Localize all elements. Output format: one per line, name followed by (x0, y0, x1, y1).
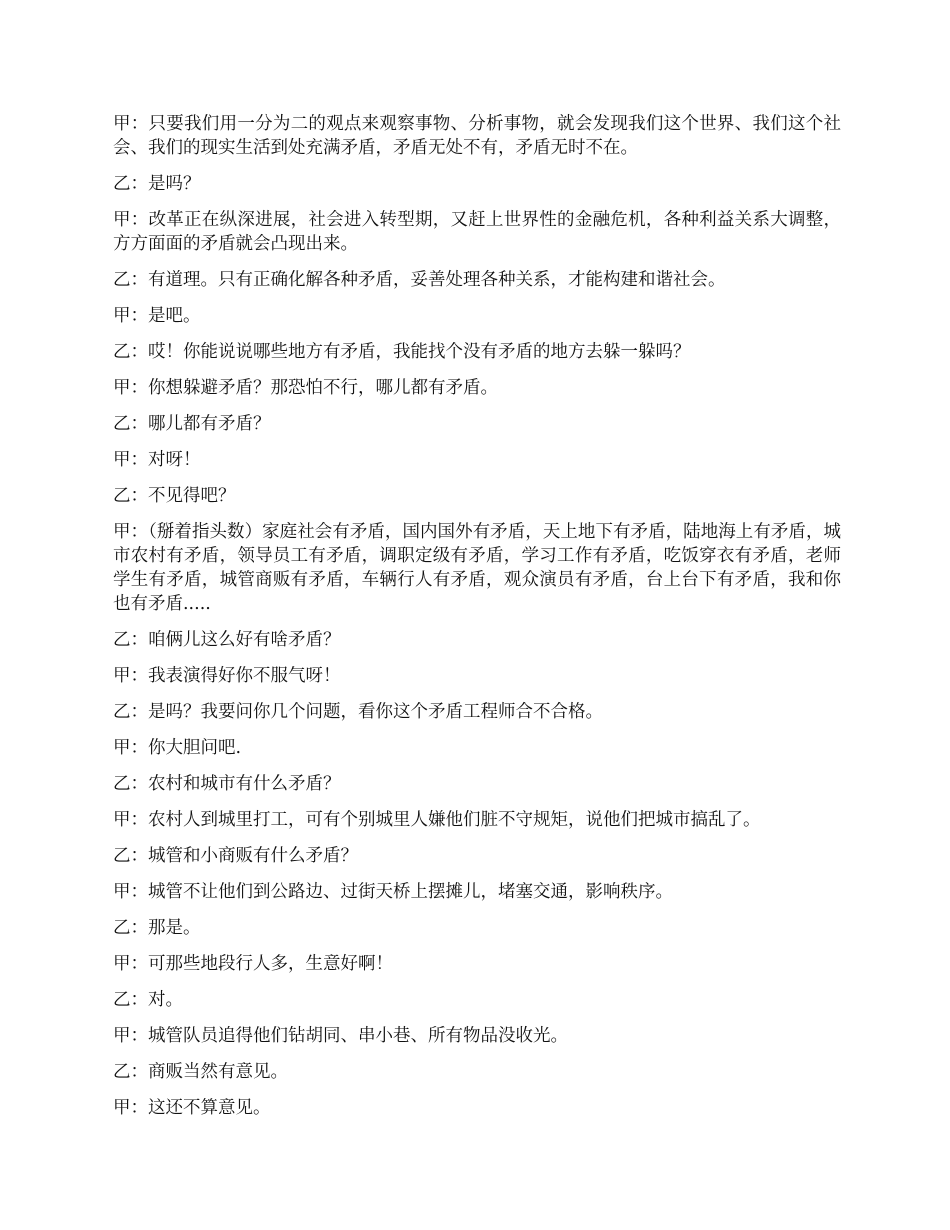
dialogue-paragraph: 甲：农村人到城里打工，可有个别城里人嫌他们脏不守规矩，说他们把城市搞乱了。 (113, 810, 761, 830)
dialogue-paragraph: 甲：这还不算意见。 (113, 1098, 271, 1118)
dialogue-paragraph: 乙：有道理。只有正确化解各种矛盾，妥善处理各种关系，才能构建和谐社会。 (113, 270, 726, 290)
dialogue-paragraph: 乙：农村和城市有什么矛盾？ (113, 774, 341, 794)
dialogue-paragraph: 甲：（掰着指头数）家庭社会有矛盾，国内国外有矛盾，天上地下有矛盾，陆地海上有矛盾，城市农村有矛盾，领导员工有矛盾，调职定级有矛盾，学习工作有矛盾，吃饭穿衣有矛盾，老师学生有矛盾，城管商贩有矛盾，车辆行人有矛盾，观众演员有矛盾，台上台下有矛盾，我和你也有矛盾..... (113, 522, 841, 614)
dialogue-paragraph: 乙：商贩当然有意见。 (113, 1062, 288, 1082)
dialogue-paragraph: 甲：城管不让他们到公路边、过街天桥上摆摊儿，堵塞交通，影响秩序。 (113, 882, 673, 902)
dialogue-paragraph: 甲：改革正在纵深进展，社会进入转型期，又赶上世界性的金融危机，各种利益关系大调整，方方面面的矛盾就会凸现出来。 (113, 210, 841, 254)
dialogue-paragraph: 甲：对呀！ (113, 450, 201, 470)
dialogue-paragraph: 乙：是吗？我要问你几个问题，看你这个矛盾工程师合不合格。 (113, 702, 603, 722)
dialogue-paragraph: 乙：那是。 (113, 918, 201, 938)
dialogue-paragraph: 乙：不见得吧？ (113, 486, 236, 506)
dialogue-paragraph: 乙：咱俩儿这么好有啥矛盾？ (113, 630, 341, 650)
dialogue-paragraph: 甲：城管队员追得他们钻胡同、串小巷、所有物品没收光。 (113, 1026, 568, 1046)
dialogue-paragraph: 甲：是吧。 (113, 306, 201, 326)
dialogue-paragraph: 乙：哎！你能说说哪些地方有矛盾，我能找个没有矛盾的地方去躲一躲吗？ (113, 342, 691, 362)
dialogue-paragraph: 甲：你大胆问吧. (113, 738, 242, 758)
dialogue-paragraph: 甲：你想躲避矛盾？那恐怕不行，哪儿都有矛盾。 (113, 378, 498, 398)
dialogue-paragraph: 乙：哪儿都有矛盾？ (113, 414, 271, 434)
dialogue-paragraph: 乙：是吗？ (113, 174, 201, 194)
document-body (113, 112, 841, 1132)
dialogue-paragraph: 甲：只要我们用一分为二的观点来观察事物、分析事物，就会发现我们这个世界、我们这个社会、我们的现实生活到处充满矛盾，矛盾无处不有，矛盾无时不在。 (113, 114, 841, 158)
dialogue-paragraph: 甲：我表演得好你不服气呀！ (113, 666, 341, 686)
dialogue-paragraph: 甲：可那些地段行人多，生意好啊！ (113, 954, 393, 974)
dialogue-paragraph: 乙：城管和小商贩有什么矛盾？ (113, 846, 358, 866)
dialogue-paragraph: 乙：对。 (113, 990, 183, 1010)
